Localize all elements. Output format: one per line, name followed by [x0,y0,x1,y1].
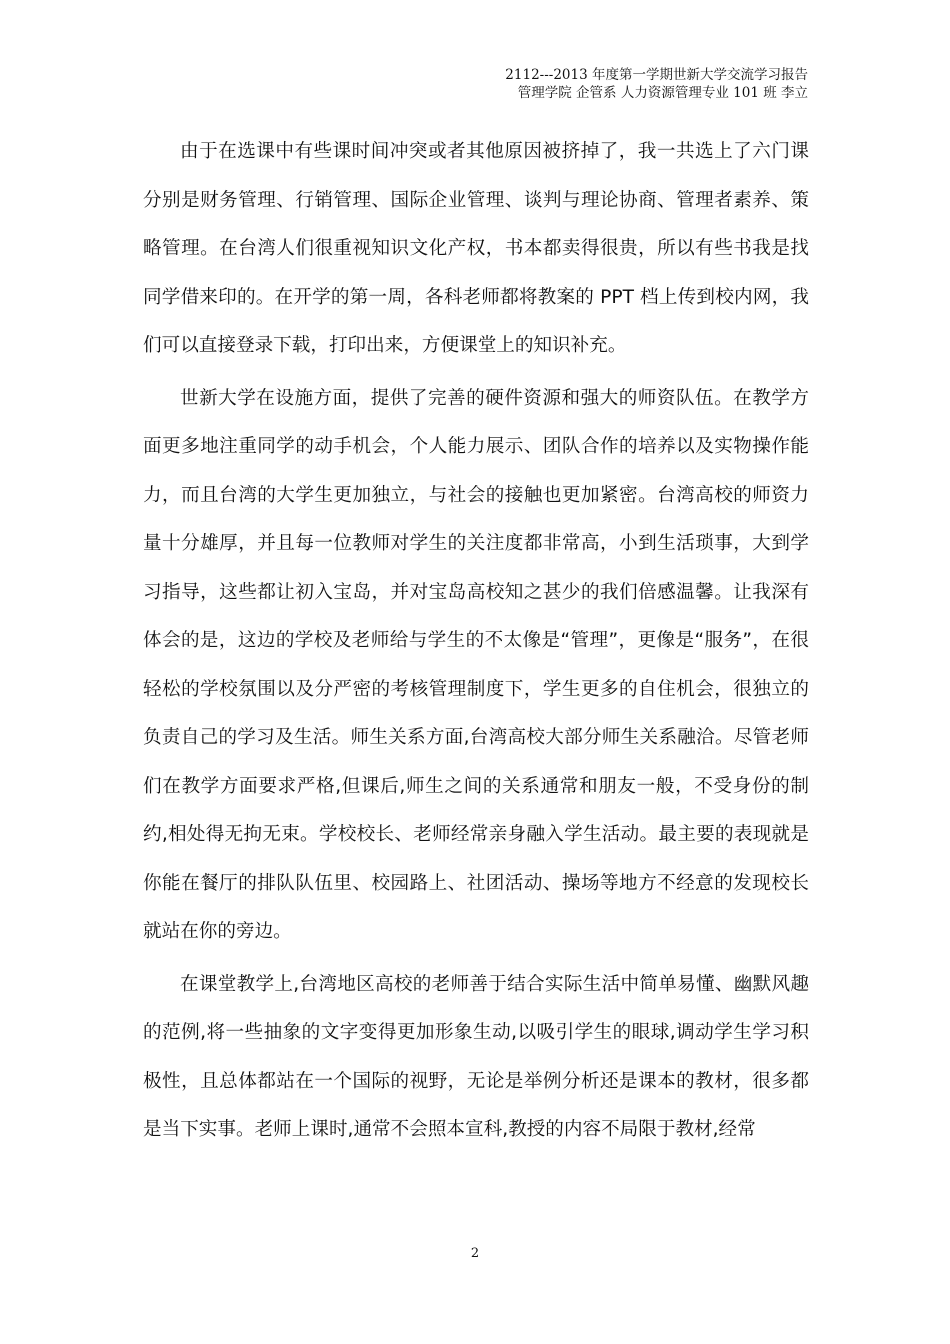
document-body [143,128,809,1155]
page-number: 2 [470,1246,480,1261]
header-author-info: 管理学院 企管系 人力资源管理专业 101 班 李立 [517,85,808,101]
paragraph-classroom-teaching: 在课堂教学上,台湾地区高校的老师善于结合实际生活中简单易懂、幽默风趣的范例,将一些抽象的文字变得更加形象生动,以吸引学生的眼球,调动学生学习积极性，且总体都站在一个国际的视野，无论是举例分析还是课本的教材，很多都是当下实事。老师上课时,通常不会照本宣科,教授的内容不局限于教材,经常 [143,973,809,1140]
paragraph-facilities-and-teachers: 世新大学在设施方面，提供了完善的硬件资源和强大的师资队伍。在教学方面更多地注重同学的动手机会，个人能力展示、团队合作的培养以及实物操作能力，而且台湾的大学生更加独立，与社会的接触也更加紧密。台湾高校的师资力量十分雄厚，并且每一位教师对学生的关注度都非常高，小到生活琐事，大到学习指导，这些都让初入宝岛，并对宝岛高校知之甚少的我们倍感温馨。让我深有体会的是，这边的学校及老师给与学生的不太像是“管理”，更像是“服务”，在很轻松的学校氛围以及分严密的考核管理制度下，学生更多的自住机会，很独立的负责自己的学习及生活。师生关系方面,台湾高校大部分师生关系融洽。尽管老师们在教学方面要求严格,但课后,师生之间的关系通常和朋友一般，不受身份的制约,相处得无拘无束。学校校长、老师经常亲身融入学生活动。最主要的表现就是你能在餐厅的排队队伍里、校园路上、社团活动、操场等地方不经意的发现校长就站在你的旁边。 [143,387,809,942]
paragraph-course-selection: 由于在选课中有些课时间冲突或者其他原因被挤掉了，我一共选上了六门课分别是财务管理、行销管理、国际企业管理、谈判与理论协商、管理者素养、策略管理。在台湾人们很重视知识文化产权，书本都卖得很贵，所以有些书我是找同学借来印的。在开学的第一周，各科老师都将教案的 PPT 档上传到校内网，我们可以直接登录下载，打印出来，方便课堂上的知识补充。 [143,141,809,356]
page-header [505,66,808,102]
header-report-title: 2112---2013 年度第一学期世新大学交流学习报告 [505,67,808,83]
